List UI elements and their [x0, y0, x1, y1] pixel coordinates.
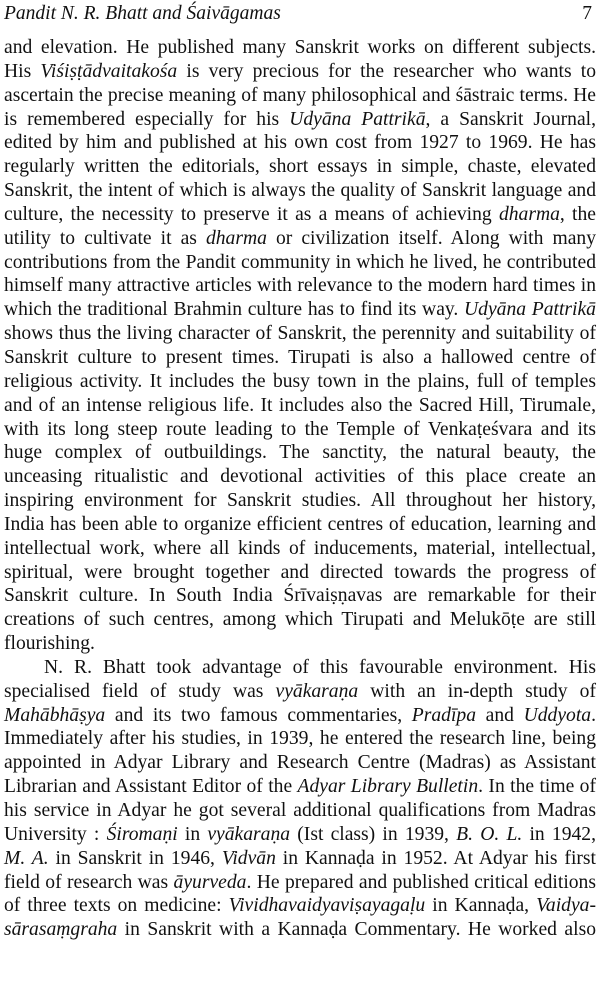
text-line [4, 36, 596, 60]
text-run: , a Sanskrit Journal, [425, 108, 596, 130]
italic-term: dharma [498, 203, 560, 225]
italic-term: sārasaṃgraha [4, 919, 118, 941]
body-text [4, 36, 596, 942]
text-line [4, 441, 596, 465]
italic-term: Udyāna Pattrikā [464, 299, 596, 321]
text-line [4, 537, 596, 561]
text-line [4, 584, 596, 608]
text-run: edited by him and published at his own cost from 1927 to 1969. He has [4, 132, 596, 154]
text-run: ascertain the precise meaning of many philosophical and śāstraic terms. He [4, 84, 596, 106]
text-run: India has been able to organize efficient centres of education, learning and [4, 513, 596, 535]
text-run: . [591, 704, 596, 726]
running-header [4, 0, 596, 28]
text-run: University : [4, 823, 107, 845]
text-run: Sanskrit culture to present times. Tirupati is also a hallowed centre of [4, 346, 596, 368]
text-run: himself many attractive articles with relevance to the modern hard times in [4, 275, 596, 297]
text-line [4, 632, 596, 656]
italic-term: vyākaraṇa [275, 680, 359, 702]
text-run: of three texts on medicine: [4, 895, 229, 917]
text-line [4, 346, 596, 370]
text-run: field of research was [4, 871, 174, 893]
text-line [4, 322, 596, 346]
italic-term: Viśiṣṭādvaitakośa [40, 60, 178, 82]
italic-term: Śiromaṇi [106, 823, 178, 845]
text-line [4, 179, 596, 203]
text-line [4, 823, 596, 847]
italic-term: Pradīpa [411, 704, 477, 726]
text-line [4, 465, 596, 489]
text-run: contributions from the Pandit community in which he lived, he contributed [4, 251, 596, 273]
italic-term: Vidvān [221, 847, 276, 869]
text-run: in Sanskrit with a Kannaḍa Commentary. He worked also [117, 919, 596, 941]
text-run: with an in-depth study of [358, 680, 596, 702]
text-run: and its two famous commentaries, [105, 704, 412, 726]
text-line [4, 418, 596, 442]
text-line [4, 680, 596, 704]
text-run: spiritual, were brought together and directed towards the progress of [4, 561, 596, 583]
text-line [4, 751, 596, 775]
text-line [4, 131, 596, 155]
text-line [4, 918, 596, 942]
text-run: His [4, 60, 41, 82]
text-run: in 1942, [522, 823, 596, 845]
text-run: . In the time of [478, 776, 596, 798]
text-line [4, 489, 596, 513]
text-line [4, 894, 596, 918]
text-run: and [476, 704, 524, 726]
text-line [4, 394, 596, 418]
text-run: or civilization itself. Along with many [266, 227, 596, 249]
text-run: in Kannaḍa, [425, 895, 537, 917]
text-run: . He prepared and published critical editions [246, 871, 596, 893]
text-line [4, 370, 596, 394]
text-run: his service in Adyar he got several additional qualifications from Madras [4, 800, 596, 821]
text-run: is remembered especially for his [4, 108, 290, 130]
text-line [4, 871, 596, 895]
text-run: religious activity. It includes the busy town in the plains, full of temples [4, 370, 596, 392]
text-run: huge complex of outbuildings. The sanctity, the natural beauty, the [4, 442, 596, 464]
text-run: , the [559, 203, 596, 225]
text-line [4, 203, 596, 227]
text-line [4, 84, 596, 108]
text-line [4, 298, 596, 322]
text-line [4, 60, 596, 84]
text-run: appointed in Adyar Library and Research Centre (Madras) as Assistant [4, 752, 596, 774]
text-run: intellectual work, where all kinds of inducements, material, intellectual, [4, 537, 596, 559]
italic-term: M. A. [4, 847, 49, 869]
text-run: Sanskrit culture. In South India Śrīvaiṣṇavas are remarkable for their [4, 585, 596, 607]
text-line [4, 513, 596, 537]
text-run: Immediately after his studies, in 1939, he entered the research line, being [4, 728, 596, 750]
text-run: specialised field of study was [4, 680, 276, 702]
italic-term: Udyāna Pattrikā [289, 108, 426, 130]
text-run: with its long steep route leading to the Temple of Venkaṭeśvara and its [4, 418, 596, 440]
text-run: unceasing ritualistic and devotional activities of this place create an [4, 466, 596, 488]
italic-term: Adyar Library Bulletin [297, 776, 479, 798]
italic-term: vyākaraṇa [207, 823, 291, 845]
text-run: in Sanskrit in 1946, [48, 847, 222, 869]
text-run: inspiring environment for Sanskrit studies. All throughout her history, [4, 490, 596, 512]
text-run: utility to cultivate it as [4, 227, 206, 249]
italic-term: āyurveda [173, 871, 247, 893]
running-title: Pandit N. R. Bhatt and Śaivāgamas [4, 3, 281, 24]
text-line [4, 847, 596, 871]
text-line [4, 561, 596, 585]
text-line [4, 274, 596, 298]
italic-term: dharma [205, 227, 267, 249]
text-line [4, 227, 596, 251]
text-line [4, 727, 596, 751]
italic-term: B. O. L. [456, 823, 523, 845]
text-line [4, 155, 596, 179]
text-run: regularly written the editorials, short essays in simple, chaste, elevated [4, 156, 596, 178]
text-run: (Ist class) in 1939, [290, 823, 457, 845]
text-line [4, 799, 596, 823]
text-run: and of an intense religious life. It includes also the Sacred Hill, Tirumale, [4, 394, 596, 416]
text-run: Librarian and Assistant Editor of the [4, 776, 298, 798]
text-run: culture, the necessity to preserve it as a means of achieving [4, 203, 499, 225]
text-line [4, 704, 596, 728]
text-line [4, 775, 596, 799]
text-run: is very precious for the researcher who wants to [177, 60, 597, 82]
text-run: N. R. Bhatt took advantage of this favourable environment. His [44, 656, 596, 678]
text-run: in Kannaḍa in 1952. At Adyar his first [275, 847, 596, 869]
italic-term: Vividhavaidyaviṣayagaḷu [228, 895, 426, 917]
text-line [4, 608, 596, 632]
italic-term: Mahābhāṣya [4, 704, 106, 726]
text-run: which the traditional Brahmin culture has to find its way. [4, 299, 465, 321]
italic-term: Uddyota [523, 704, 592, 726]
text-run: shows thus the living character of Sanskrit, the perennity and suitability of [4, 323, 596, 345]
text-run: and elevation. He published many Sanskrit works on different subjects. [4, 37, 596, 58]
text-run: in [177, 823, 208, 845]
text-run: flourishing. [4, 633, 95, 655]
text-line [4, 656, 596, 680]
text-line [4, 251, 596, 275]
text-run: Sanskrit, the intent of which is always the quality of Sanskrit language and [4, 180, 596, 202]
text-run: creations of such centres, among which Tirupati and Melukōṭe are still [4, 609, 596, 631]
page-number: 7 [582, 3, 592, 24]
text-line [4, 108, 596, 132]
italic-term: Vaidya- [536, 895, 596, 917]
